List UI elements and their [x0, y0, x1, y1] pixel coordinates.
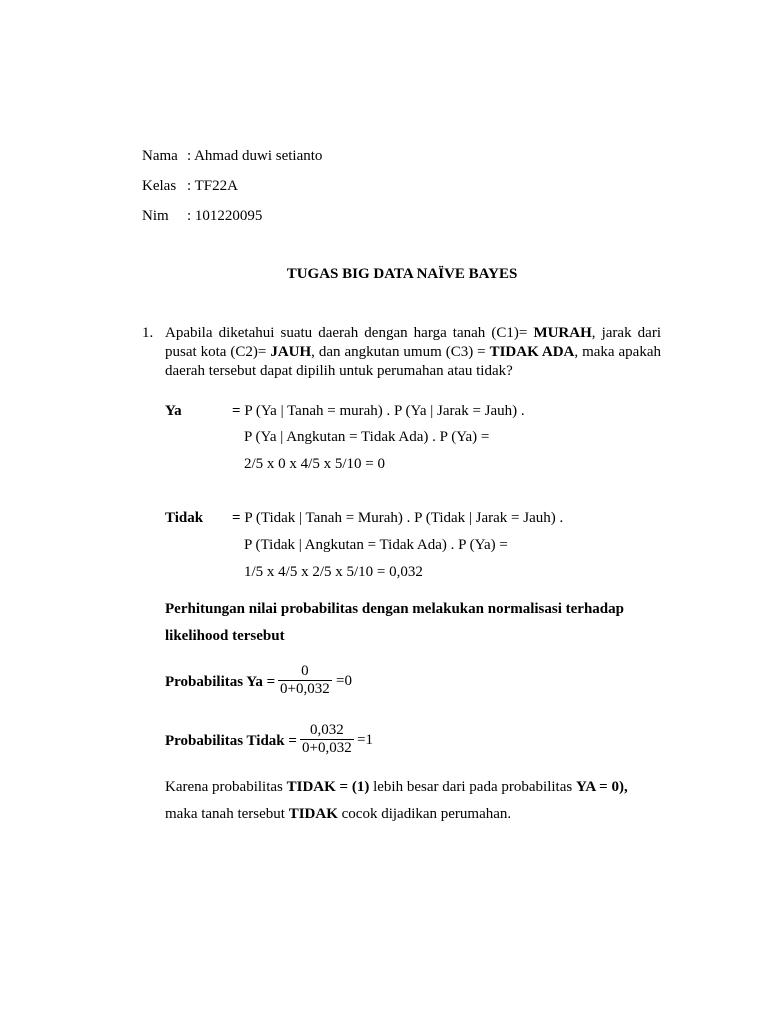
conclusion-bold-tidak: TIDAK = (1) — [286, 779, 370, 795]
conclusion-part: lebih besar dari pada probabilitas — [369, 779, 576, 795]
prob-tidak-numerator: 0,032 — [309, 722, 344, 738]
nama-value: : Ahmad duwi setianto — [187, 148, 323, 164]
normalization-line-2: likelihood tersebut — [165, 628, 285, 644]
prob-ya-numerator: 0 — [301, 663, 309, 679]
tidak-line-1 — [232, 509, 563, 527]
conclusion-part: maka tanah tersebut — [165, 806, 289, 822]
prob-tidak-label: Probabilitas Tidak = — [165, 733, 297, 749]
kelas-value: : TF22A — [187, 178, 238, 194]
prob-ya-label: Probabilitas Ya = — [165, 674, 276, 690]
document-title: TUGAS BIG DATA NAÏVE BAYES — [286, 266, 518, 282]
ya-line-3: 2/5 x 0 x 4/5 x 5/10 = 0 — [244, 456, 385, 472]
conclusion-part: Karena probabilitas — [165, 779, 287, 795]
ya-label: Ya — [165, 403, 182, 419]
nim-label: Nim — [142, 208, 169, 224]
tidak-equals: = — [232, 510, 241, 526]
prob-tidak-denominator: 0+0,032 — [302, 740, 352, 756]
question-bold-tidak-ada: TIDAK ADA — [489, 344, 575, 360]
tidak-label: Tidak — [165, 510, 204, 526]
prob-tidak-fraction — [300, 722, 354, 757]
prob-ya-result: =0 — [336, 673, 352, 689]
question-part: Apabila diketahui suatu daerah dengan harga tanah (C1)= — [165, 325, 534, 341]
conclusion-line-1 — [165, 778, 628, 796]
tidak-line-3: 1/5 x 4/5 x 2/5 x 5/10 = 0,032 — [244, 564, 423, 580]
prob-ya-denominator: 0+0,032 — [280, 681, 330, 697]
ya-line-2: P (Ya | Angkutan = Tidak Ada) . P (Ya) = — [244, 429, 490, 445]
prob-ya-fraction — [278, 663, 332, 698]
question-number: 1. — [142, 325, 154, 341]
kelas-label: Kelas — [142, 178, 177, 194]
ya-line-1-text: P (Ya | Tanah = murah) . P (Ya | Jarak = Jauh) . — [240, 403, 525, 419]
conclusion-part: cocok dijadikan perumahan. — [337, 806, 512, 822]
question-part: , jarak dari pusat kota (C2)= — [165, 325, 661, 360]
question-part: , dan angkutan umum (C3) = — [311, 344, 490, 360]
question-bold-murah: MURAH — [533, 325, 592, 341]
question-bold-jauh: JAUH — [270, 344, 312, 360]
nama-label: Nama — [142, 148, 178, 164]
conclusion-line-2 — [165, 805, 511, 823]
nim-value: : 101220095 — [187, 208, 263, 224]
conclusion-bold-ya: YA = 0), — [575, 779, 628, 795]
ya-line-1 — [232, 402, 525, 420]
ya-equals: = — [232, 403, 241, 419]
normalization-line-1: Perhitungan nilai probabilitas dengan melakukan normalisasi terhadap — [165, 601, 624, 617]
prob-tidak-result: =1 — [357, 732, 373, 748]
tidak-line-1-text: P (Tidak | Tanah = Murah) . P (Tidak | Jarak = Jauh) . — [240, 510, 564, 526]
tidak-line-2: P (Tidak | Angkutan = Tidak Ada) . P (Ya) = — [244, 537, 508, 553]
question-part: , maka apakah daerah tersebut dapat dipilih untuk perumahan atau tidak? — [165, 344, 661, 379]
conclusion-bold-tidak-2: TIDAK — [288, 806, 338, 822]
question-text — [165, 324, 661, 381]
